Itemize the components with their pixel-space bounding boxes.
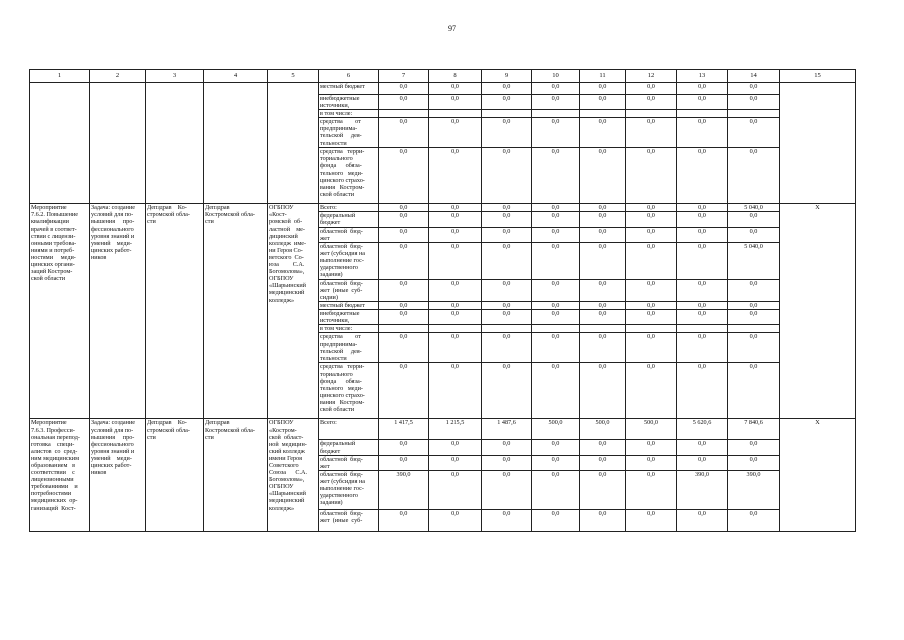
amount-cell: 390,0 (677, 470, 728, 509)
amount-cell: 0,0 (626, 212, 677, 227)
amount-cell: 0,0 (677, 227, 728, 242)
amount-cell: 0,0 (429, 118, 482, 148)
amount-cell: 1 417,5 (379, 419, 429, 440)
amount-cell: 0,0 (728, 363, 780, 419)
amount-cell: 0,0 (379, 227, 429, 242)
amount-cell: 0,0 (580, 118, 626, 148)
amount-cell: 0,0 (580, 95, 626, 110)
amount-cell (626, 325, 677, 333)
amount-cell: 0,0 (429, 455, 482, 470)
amount-cell: 0,0 (626, 95, 677, 110)
amount-cell: 0,0 (626, 333, 677, 363)
amount-cell: 1 487,6 (482, 419, 532, 440)
amount-cell: 0,0 (580, 440, 626, 455)
column-header: 8 (429, 70, 482, 83)
amount-cell (429, 325, 482, 333)
amount-cell: 0,0 (677, 118, 728, 148)
column-header: 5 (268, 70, 319, 83)
funding-source-label: в том числе: (319, 110, 379, 118)
amount-cell: 0,0 (429, 95, 482, 110)
amount-cell: 0,0 (580, 455, 626, 470)
amount-cell: 0,0 (580, 302, 626, 310)
amount-cell: 0,0 (532, 455, 580, 470)
amount-cell: 0,0 (728, 509, 780, 531)
amount-cell: 0,0 (626, 470, 677, 509)
amount-cell: 0,0 (532, 440, 580, 455)
amount-cell (482, 110, 532, 118)
task-cell: Задача: создание условий для по- вышения про- фессионального уровня знаний и умений меди- цинских работ- ников (90, 419, 146, 531)
funding-source-label: Всего: (319, 419, 379, 440)
amount-cell: 0,0 (429, 212, 482, 227)
funding-source-label: областной бюд- жет (субсидия на выполнение гос- ударственного задания) (319, 470, 379, 509)
amount-cell: 0,0 (626, 440, 677, 455)
table-row (30, 83, 856, 95)
amount-cell: 0,0 (677, 363, 728, 419)
amount-cell (580, 325, 626, 333)
amount-cell (677, 325, 728, 333)
amount-cell: 0,0 (580, 279, 626, 301)
amount-cell: 0,0 (677, 333, 728, 363)
amount-cell: 0,0 (580, 333, 626, 363)
funding-source-label: федеральный бюджет (319, 212, 379, 227)
amount-cell: 0,0 (482, 212, 532, 227)
amount-cell: 0,0 (626, 227, 677, 242)
amount-cell: 0,0 (482, 470, 532, 509)
amount-cell: 0,0 (532, 363, 580, 419)
column-header: 4 (204, 70, 268, 83)
funding-source-label: внебюджетные источники, (319, 310, 379, 325)
column-header: 7 (379, 70, 429, 83)
amount-cell (532, 110, 580, 118)
amount-cell: 0,0 (379, 509, 429, 531)
amount-cell: 0,0 (677, 242, 728, 279)
amount-cell: 0,0 (482, 455, 532, 470)
funding-source-label: областной бюд- жет (иные суб- сидии) (319, 279, 379, 301)
amount-cell: 5 620,6 (677, 419, 728, 440)
amount-cell: 0,0 (677, 148, 728, 204)
amount-cell: 0,0 (379, 279, 429, 301)
amount-cell: 0,0 (532, 95, 580, 110)
header-row (30, 70, 856, 83)
amount-cell: 0,0 (728, 227, 780, 242)
amount-cell: 0,0 (482, 302, 532, 310)
amount-cell: 390,0 (379, 470, 429, 509)
amount-cell: 0,0 (429, 242, 482, 279)
amount-cell: 0,0 (379, 204, 429, 212)
amount-cell (429, 110, 482, 118)
funding-source-label: федеральный бюджет (319, 440, 379, 455)
amount-cell: 0,0 (482, 95, 532, 110)
amount-cell (379, 110, 429, 118)
amount-cell: 0,0 (429, 363, 482, 419)
amount-cell: 0,0 (429, 333, 482, 363)
amount-cell: 0,0 (728, 455, 780, 470)
coordinator-cell: Депздрав Костромской обла- сти (204, 204, 268, 419)
amount-cell (728, 325, 780, 333)
amount-cell: 0,0 (580, 204, 626, 212)
amount-cell: 0,0 (580, 363, 626, 419)
funding-source-label: областной бюд- жет (319, 227, 379, 242)
amount-cell: 0,0 (728, 333, 780, 363)
column-header: 11 (580, 70, 626, 83)
table-row (30, 204, 856, 212)
amount-cell: 0,0 (379, 302, 429, 310)
funding-source-label: областной бюд- жет (иные суб- (319, 509, 379, 531)
amount-cell: 0,0 (626, 279, 677, 301)
event-cell (30, 83, 90, 204)
amount-cell: 0,0 (677, 204, 728, 212)
amount-cell: 0,0 (429, 148, 482, 204)
amount-cell: 0,0 (379, 333, 429, 363)
amount-cell: 0,0 (677, 212, 728, 227)
amount-cell: 0,0 (429, 310, 482, 325)
amount-cell: 0,0 (728, 212, 780, 227)
amount-cell: 0,0 (677, 509, 728, 531)
amount-cell: 0,0 (580, 310, 626, 325)
executor-cell (268, 83, 319, 204)
amount-cell: 0,0 (626, 310, 677, 325)
column-header: 13 (677, 70, 728, 83)
amount-cell: 500,0 (580, 419, 626, 440)
amount-cell: 0,0 (728, 148, 780, 204)
amount-cell: 0,0 (580, 242, 626, 279)
amount-cell: 0,0 (728, 302, 780, 310)
amount-cell: 0,0 (728, 279, 780, 301)
amount-cell: 390,0 (728, 470, 780, 509)
amount-cell: 0,0 (532, 118, 580, 148)
amount-cell: 0,0 (429, 83, 482, 95)
executor-cell: ОГБПОУ «Кост- ромской об- ластной ме- дицинский колледж име- ни Героя Со- ветского Со- юза С.А. Богомолова», ОГБПОУ «Шарьинский медицинский колледж» (268, 204, 319, 419)
amount-cell: 0,0 (429, 302, 482, 310)
funding-source-label: областной бюд- жет (субсидия на выполнение гос- ударственного задания) (319, 242, 379, 279)
amount-cell: 0,0 (580, 148, 626, 204)
amount-cell: 0,0 (379, 212, 429, 227)
funding-source-label: в том числе: (319, 325, 379, 333)
column-header: 9 (482, 70, 532, 83)
amount-cell: 7 840,6 (728, 419, 780, 440)
amount-cell: 0,0 (626, 148, 677, 204)
amount-cell: 0,0 (728, 118, 780, 148)
task-cell: Задача: создание условий для по- вышения про- фессионального уровня знаний и умений меди- цинских работ- ников (90, 204, 146, 419)
amount-cell: 0,0 (677, 310, 728, 325)
amount-cell: 0,0 (532, 204, 580, 212)
amount-cell: 0,0 (580, 227, 626, 242)
customer-cell: Депздрав Ко- стромской обла- сти (146, 204, 204, 419)
amount-cell: 0,0 (626, 455, 677, 470)
amount-cell: 0,0 (532, 242, 580, 279)
amount-cell (580, 110, 626, 118)
amount-cell: 0,0 (482, 242, 532, 279)
amount-cell: 5 040,0 (728, 242, 780, 279)
amount-cell (728, 110, 780, 118)
amount-cell: 0,0 (580, 509, 626, 531)
amount-cell: 0,0 (482, 279, 532, 301)
amount-cell: 0,0 (429, 279, 482, 301)
amount-cell: 0,0 (379, 455, 429, 470)
funding-source-label: средства от предпринима- тельской дея- тельности (319, 118, 379, 148)
coordinator-cell (204, 83, 268, 204)
amount-cell: 0,0 (532, 302, 580, 310)
amount-cell: 500,0 (532, 419, 580, 440)
amount-cell (482, 325, 532, 333)
amount-cell: 0,0 (626, 509, 677, 531)
amount-cell: 0,0 (482, 118, 532, 148)
amount-cell: 0,0 (429, 440, 482, 455)
event-cell: Мероприятие 7.6.3. Професси- ональная перепод- готовка специ- алистов со сред- ним медицинским образованием в соответствии с лицензионными требованиями и потребностями медицинских ор- ганизаций Кост- (30, 419, 90, 531)
amount-cell: 0,0 (379, 95, 429, 110)
amount-cell: 5 040,0 (728, 204, 780, 212)
amount-cell: 0,0 (677, 279, 728, 301)
amount-cell: 0,0 (677, 302, 728, 310)
funding-source-label: местный бюджет (319, 83, 379, 95)
amount-cell: 0,0 (677, 440, 728, 455)
amount-cell: 0,0 (728, 83, 780, 95)
amount-cell: 0,0 (379, 242, 429, 279)
column-header: 1 (30, 70, 90, 83)
amount-cell: 0,0 (429, 204, 482, 212)
amount-cell: 0,0 (728, 440, 780, 455)
amount-cell: 0,0 (379, 310, 429, 325)
column-header: 10 (532, 70, 580, 83)
amount-cell: 0,0 (532, 83, 580, 95)
amount-cell: 0,0 (482, 148, 532, 204)
amount-cell: 0,0 (482, 310, 532, 325)
funding-source-label: местный бюджет (319, 302, 379, 310)
amount-cell: 0,0 (677, 95, 728, 110)
funding-source-label: средства от предпринима- тельской дея- тельности (319, 333, 379, 363)
amount-cell: 0,0 (429, 227, 482, 242)
execution-mark-cell: X (780, 204, 856, 419)
event-cell: Мероприятие 7.6.2. Повышение квалификации врачей в соответ- ствии с лицензи- онными требова- ниями и потреб- ностями меди- цинских органи- заций Костром- ской области (30, 204, 90, 419)
budget-table (29, 69, 856, 532)
funding-source-label: средства терри- ториального фонда обяза- тельного меди- цинского страхо- вания Костром- ской области (319, 363, 379, 419)
amount-cell: 0,0 (532, 470, 580, 509)
amount-cell: 0,0 (379, 363, 429, 419)
amount-cell (626, 110, 677, 118)
amount-cell: 0,0 (379, 148, 429, 204)
amount-cell: 0,0 (532, 509, 580, 531)
funding-source-label: внебюджетные источники, (319, 95, 379, 110)
amount-cell: 0,0 (532, 333, 580, 363)
coordinator-cell: Депздрав Костромской обла- сти (204, 419, 268, 531)
amount-cell: 0,0 (482, 363, 532, 419)
amount-cell: 0,0 (429, 509, 482, 531)
column-header: 2 (90, 70, 146, 83)
amount-cell: 0,0 (626, 242, 677, 279)
amount-cell: 1 215,5 (429, 419, 482, 440)
amount-cell: 0,0 (532, 148, 580, 204)
amount-cell (532, 325, 580, 333)
amount-cell (379, 325, 429, 333)
amount-cell: 0,0 (482, 333, 532, 363)
amount-cell: 0,0 (728, 95, 780, 110)
amount-cell: 0,0 (429, 470, 482, 509)
table-row (30, 419, 856, 440)
executor-cell: ОГБПОУ «Костром- ской област- ной медицин- ский колледж имени Героя Советского Союза С.А. Богомолова», ОГБПОУ «Шарьинский медицинский колледж» (268, 419, 319, 531)
amount-cell: 0,0 (580, 212, 626, 227)
column-header: 6 (319, 70, 379, 83)
execution-mark-cell: X (780, 419, 856, 531)
amount-cell: 0,0 (580, 83, 626, 95)
amount-cell: 0,0 (677, 83, 728, 95)
amount-cell: 0,0 (532, 227, 580, 242)
column-header: 3 (146, 70, 204, 83)
amount-cell: 0,0 (580, 470, 626, 509)
amount-cell: 0,0 (482, 204, 532, 212)
amount-cell: 0,0 (626, 83, 677, 95)
amount-cell: 0,0 (626, 302, 677, 310)
column-header: 14 (728, 70, 780, 83)
funding-source-label: областной бюд- жет (319, 455, 379, 470)
amount-cell: 0,0 (482, 509, 532, 531)
amount-cell: 0,0 (379, 118, 429, 148)
page-number: 97 (448, 24, 456, 33)
amount-cell: 0,0 (482, 83, 532, 95)
amount-cell: 0,0 (379, 83, 429, 95)
funding-source-label: Всего: (319, 204, 379, 212)
amount-cell: 0,0 (626, 204, 677, 212)
amount-cell: 0,0 (626, 118, 677, 148)
funding-source-label: средства терри- ториального фонда обяза- тельного меди- цинского страхо- вания Костром- ской области (319, 148, 379, 204)
amount-cell: 0,0 (532, 310, 580, 325)
amount-cell: 0,0 (379, 440, 429, 455)
amount-cell: 500,0 (626, 419, 677, 440)
amount-cell: 0,0 (728, 310, 780, 325)
execution-mark-cell (780, 83, 856, 204)
amount-cell: 0,0 (482, 227, 532, 242)
customer-cell (146, 83, 204, 204)
amount-cell: 0,0 (677, 455, 728, 470)
column-header: 15 (780, 70, 856, 83)
amount-cell: 0,0 (482, 440, 532, 455)
amount-cell: 0,0 (532, 212, 580, 227)
amount-cell: 0,0 (626, 363, 677, 419)
amount-cell: 0,0 (532, 279, 580, 301)
amount-cell (677, 110, 728, 118)
task-cell (90, 83, 146, 204)
column-header: 12 (626, 70, 677, 83)
customer-cell: Депздрав Ко- стромской обла- сти (146, 419, 204, 531)
